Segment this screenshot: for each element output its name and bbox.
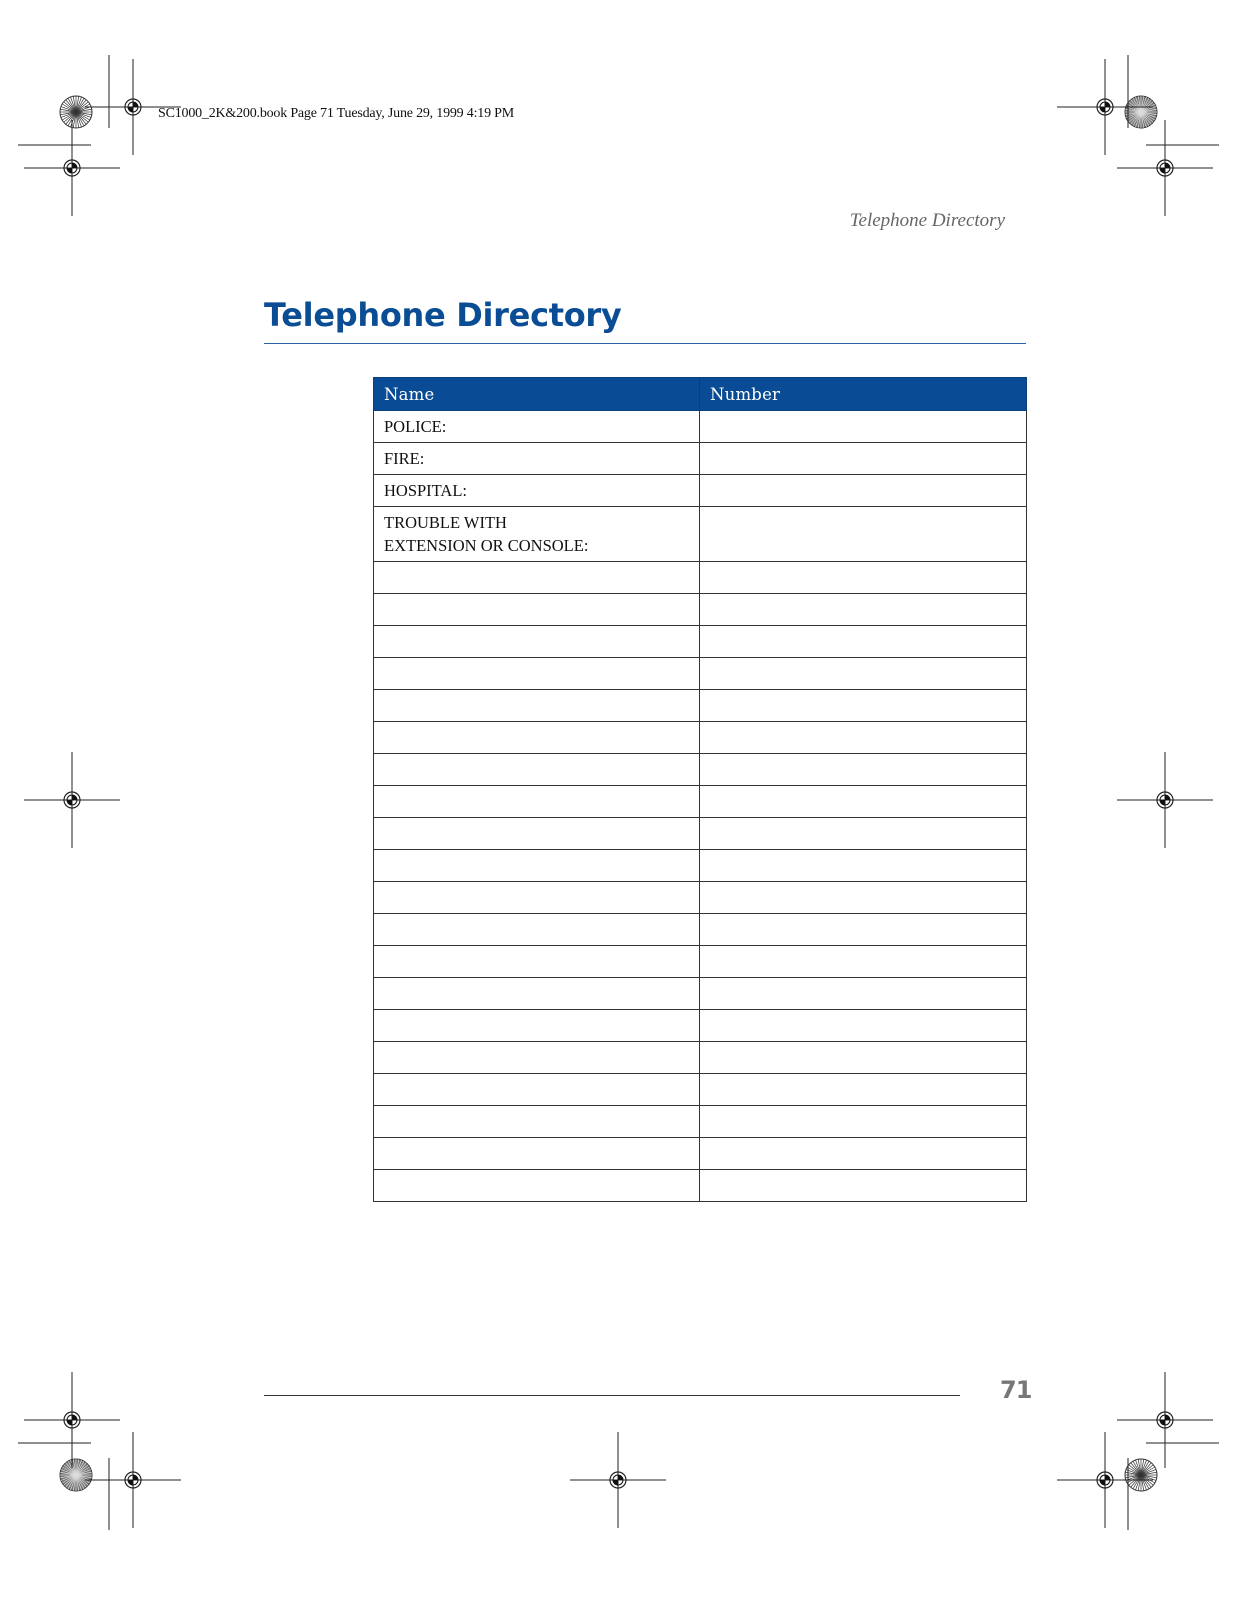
name-cell (374, 882, 700, 914)
name-cell (374, 818, 700, 850)
name-cell (374, 978, 700, 1010)
table-row (374, 978, 1027, 1010)
name-cell: POLICE: (374, 411, 700, 443)
name-cell (374, 946, 700, 978)
column-header-number: Number (700, 378, 1027, 411)
table-row (374, 411, 1027, 443)
name-cell (374, 1138, 700, 1170)
table-header-row (374, 378, 1027, 411)
table-row (374, 626, 1027, 658)
name-cell (374, 1170, 700, 1202)
number-cell (700, 690, 1027, 722)
table-row (374, 850, 1027, 882)
page-title: Telephone Directory (264, 296, 622, 334)
number-cell (700, 1074, 1027, 1106)
table-row (374, 658, 1027, 690)
number-cell (700, 882, 1027, 914)
table-row (374, 1106, 1027, 1138)
table-row (374, 722, 1027, 754)
table-row (374, 1042, 1027, 1074)
table-row (374, 475, 1027, 507)
name-cell (374, 754, 700, 786)
running-head: Telephone Directory (849, 210, 1005, 231)
name-cell (374, 722, 700, 754)
name-cell (374, 914, 700, 946)
table-row (374, 1138, 1027, 1170)
table-row (374, 946, 1027, 978)
table-row (374, 690, 1027, 722)
number-cell (700, 722, 1027, 754)
table-row (374, 914, 1027, 946)
name-cell (374, 658, 700, 690)
number-cell (700, 850, 1027, 882)
number-cell (700, 443, 1027, 475)
name-cell: HOSPITAL: (374, 475, 700, 507)
name-cell (374, 786, 700, 818)
name-cell (374, 1106, 700, 1138)
table-row (374, 562, 1027, 594)
name-cell: TROUBLE WITH EXTENSION OR CONSOLE: (374, 507, 700, 562)
name-cell (374, 850, 700, 882)
number-cell (700, 978, 1027, 1010)
column-header-name: Name (374, 378, 700, 411)
table-row (374, 443, 1027, 475)
number-cell (700, 946, 1027, 978)
table-body (374, 411, 1027, 1202)
number-cell (700, 1106, 1027, 1138)
name-cell (374, 562, 700, 594)
number-cell (700, 818, 1027, 850)
table-row (374, 1074, 1027, 1106)
number-cell (700, 626, 1027, 658)
table-row (374, 1010, 1027, 1042)
directory-table (373, 377, 1027, 1202)
table-row (374, 882, 1027, 914)
name-cell (374, 1074, 700, 1106)
page-number: 71 (1000, 1376, 1032, 1404)
number-cell (700, 754, 1027, 786)
number-cell (700, 411, 1027, 443)
number-cell (700, 1042, 1027, 1074)
table-row (374, 818, 1027, 850)
number-cell (700, 658, 1027, 690)
name-cell (374, 594, 700, 626)
number-cell (700, 475, 1027, 507)
name-cell (374, 690, 700, 722)
name-cell (374, 626, 700, 658)
name-cell: FIRE: (374, 443, 700, 475)
table-row (374, 1170, 1027, 1202)
number-cell (700, 1010, 1027, 1042)
footer-rule (264, 1395, 960, 1396)
number-cell (700, 786, 1027, 818)
number-cell (700, 1170, 1027, 1202)
number-cell (700, 507, 1027, 562)
number-cell (700, 594, 1027, 626)
name-cell (374, 1010, 700, 1042)
title-rule (264, 343, 1026, 344)
print-slug: SC1000_2K&200.book Page 71 Tuesday, June 29, 1999 4:19 PM (158, 106, 514, 121)
number-cell (700, 562, 1027, 594)
number-cell (700, 914, 1027, 946)
table-row (374, 786, 1027, 818)
name-cell (374, 1042, 700, 1074)
table-row (374, 754, 1027, 786)
table-row (374, 507, 1027, 562)
number-cell (700, 1138, 1027, 1170)
table-row (374, 594, 1027, 626)
